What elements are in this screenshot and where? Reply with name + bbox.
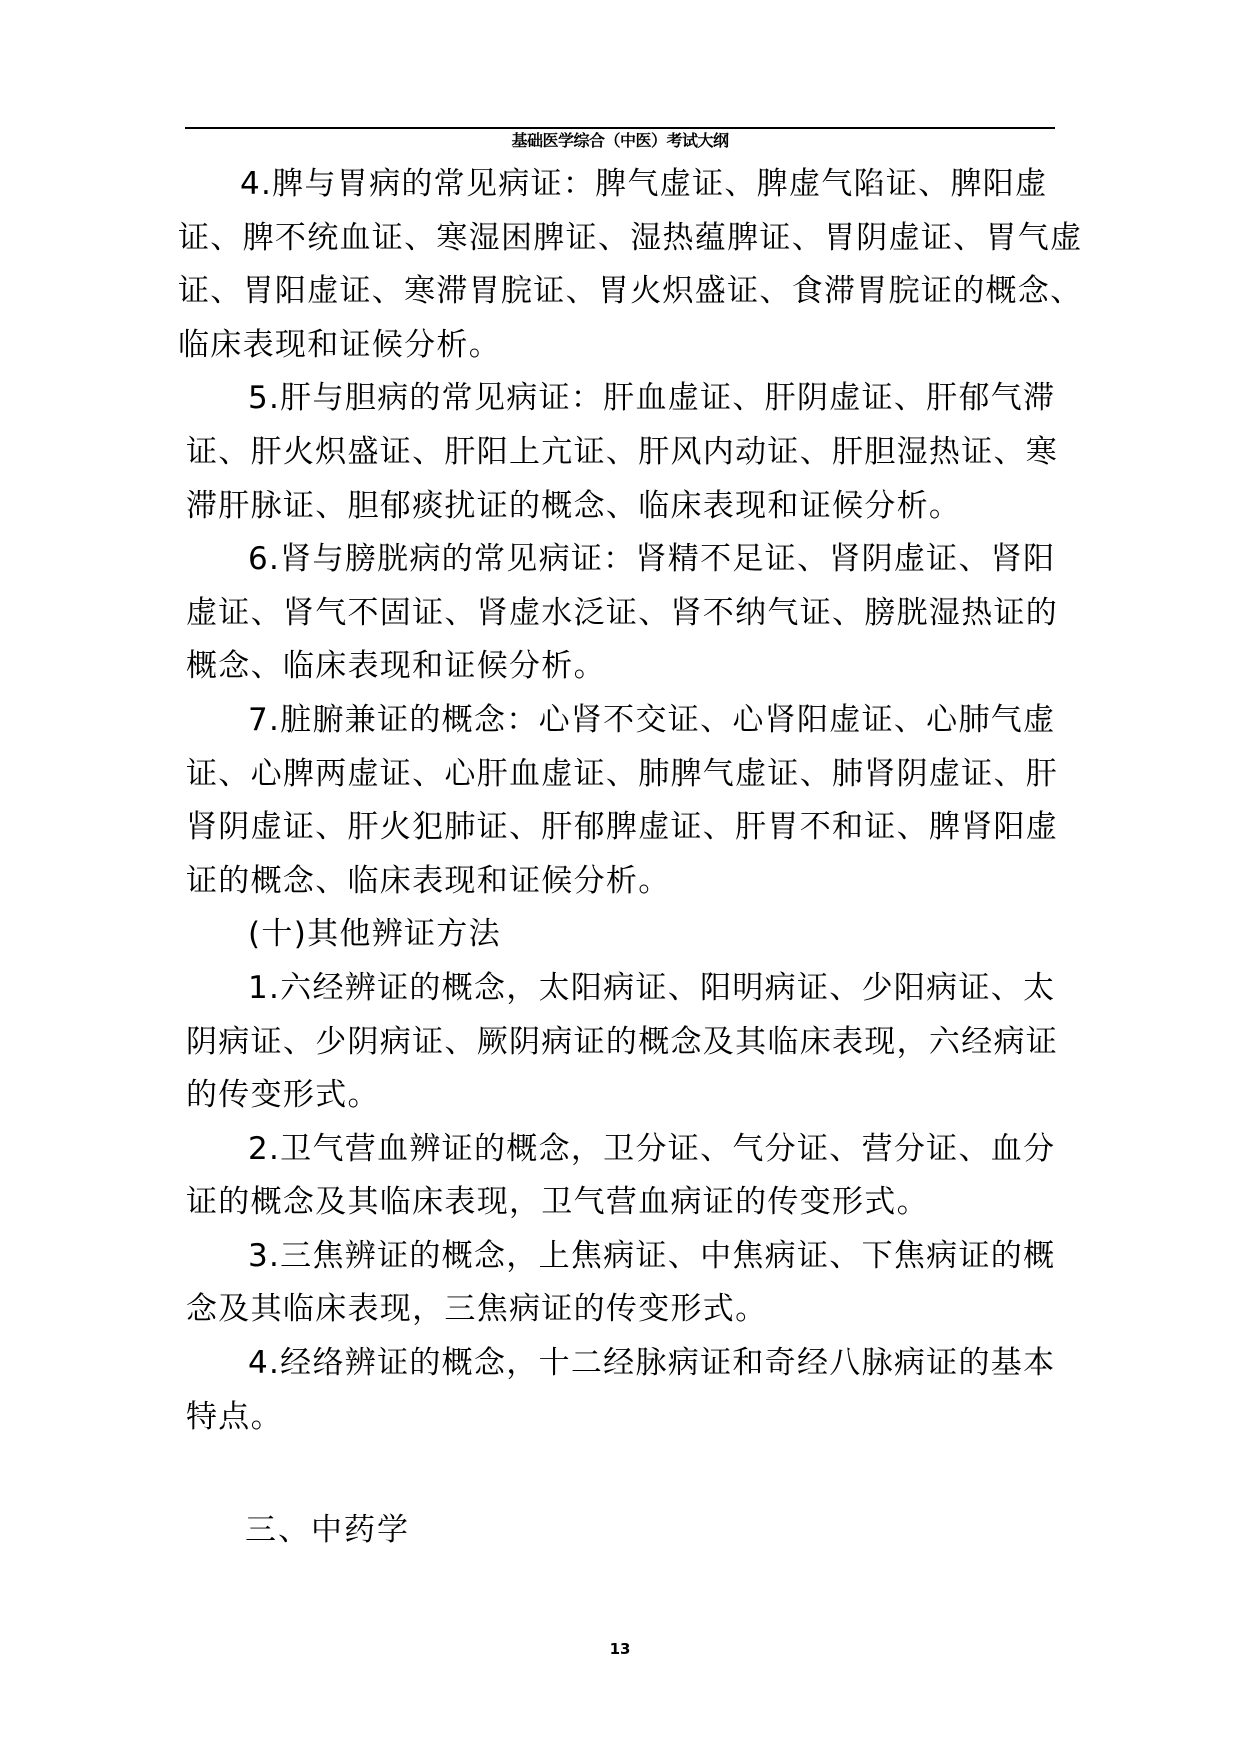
header-rule [185,127,1055,129]
paragraph-wei-qi-ying-xue-differentiation: 2.卫气营血辨证的概念，卫分证、气分证、营分证、血分证的概念及其临床表现，卫气营血病证的传变形式。 [186,1130,1056,1221]
paragraph-meridian-differentiation: 4.经络辨证的概念，十二经脉病证和奇经八脉病证的基本特点。 [186,1345,1056,1435]
paragraph-combined-zangfu-syndromes: 7.脏腑兼证的概念：心肾不交证、心肾阳虚证、心肺气虚证、心脾两虚证、心肝血虚证、肺脾气虚证、肺肾阴虚证、肝肾阴虚证、肝火犯肺证、肝郁脾虚证、肝胃不和证、脾肾阳虚证的概念、临床表现和证候分析。 [186,701,1059,899]
paragraph-six-meridian-differentiation: 1.六经辨证的概念，太阳病证、阳明病证、少阳病证、太阴病证、少阴病证、厥阴病证的概念及其临床表现，六经病证的传变形式。 [186,969,1059,1114]
page-number: 13 [609,1640,631,1658]
paragraph-liver-gallbladder-syndromes: 5.肝与胆病的常见病证：肝血虚证、肝阴虚证、肝郁气滞证、肝火炽盛证、肝阳上亢证、肝风内动证、肝胆湿热证、寒滞肝脉证、胆郁痰扰证的概念、临床表现和证候分析。 [186,380,1059,524]
running-header-title: 基础医学综合（中医）考试大纲 [511,131,729,150]
document-body [178,158,1096,1444]
paragraph-spleen-stomach-syndromes: 4.脾与胃病的常见病证：脾气虚证、脾虚气陷证、脾阳虚证、脾不统血证、寒湿困脾证、湿热蕴脾证、胃阴虚证、胃气虚证、胃阳虚证、寒滞胃脘证、胃火炽盛证、食滞胃脘证的概念、临床表现和证候分析。 [178,166,1083,363]
paragraph-kidney-bladder-syndromes: 6.肾与膀胱病的常见病证：肾精不足证、肾阴虚证、肾阳虚证、肾气不固证、肾虚水泛证、肾不纳气证、膀胱湿热证的概念、临床表现和证候分析。 [186,541,1059,685]
section-heading-chinese-materia-medica: 三、中药学 [245,1512,410,1548]
subsection-heading-other-methods: (十)其他辨证方法 [248,916,501,953]
paragraph-san-jiao-differentiation: 3.三焦辨证的概念，上焦病证、中焦病证、下焦病证的概念及其临床表现，三焦病证的传变形式。 [186,1237,1056,1328]
